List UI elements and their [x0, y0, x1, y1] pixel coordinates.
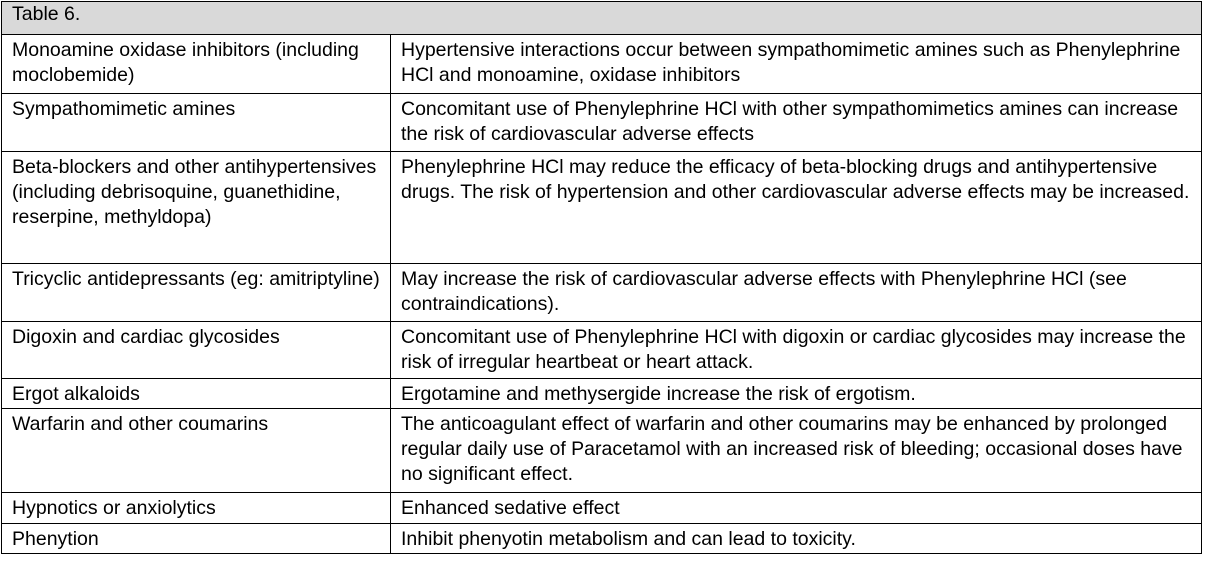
effect-cell: Concomitant use of Phenylephrine HCl with digoxin or cardiac glycosides may increase the risk of irregular heartbeat or heart attack.: [391, 322, 1202, 379]
interaction-table-container: [1, 1, 1201, 554]
table-row: [2, 379, 1202, 409]
effect-cell: Phenylephrine HCl may reduce the efficacy of beta-blocking drugs and antihypertensive drugs. The risk of hypertension and other cardiovascular adverse effects may be increased.: [391, 152, 1202, 264]
effect-cell: Enhanced sedative effect: [391, 493, 1202, 524]
effect-cell: Hypertensive interactions occur between sympathomimetic amines such as Phenylephrine HCl and monoamine, oxidase inhibitors: [391, 35, 1202, 94]
drug-cell: Warfarin and other coumarins: [2, 409, 391, 493]
table-row: [2, 493, 1202, 524]
drug-interaction-table: [1, 1, 1202, 554]
drug-cell: Monoamine oxidase inhibitors (including moclobemide): [2, 35, 391, 94]
effect-cell: May increase the risk of cardiovascular adverse effects with Phenylephrine HCl (see contraindications).: [391, 264, 1202, 322]
table-row: [2, 524, 1202, 554]
drug-cell: Digoxin and cardiac glycosides: [2, 322, 391, 379]
drug-cell: Hypnotics or anxiolytics: [2, 493, 391, 524]
drug-cell: Tricyclic antidepressants (eg: amitriptyline): [2, 264, 391, 322]
drug-cell: Phenytion: [2, 524, 391, 554]
table-row: [2, 152, 1202, 264]
effect-cell: Ergotamine and methysergide increase the risk of ergotism.: [391, 379, 1202, 409]
drug-cell: Sympathomimetic amines: [2, 94, 391, 152]
table-row: [2, 322, 1202, 379]
effect-cell: The anticoagulant effect of warfarin and other coumarins may be enhanced by prolonged regular daily use of Paracetamol with an increased risk of bleeding; occasional doses have no significant effect.: [391, 409, 1202, 493]
effect-cell: Inhibit phenyotin metabolism and can lead to toxicity.: [391, 524, 1202, 554]
effect-cell: Concomitant use of Phenylephrine HCl with other sympathomimetics amines can increase the risk of cardiovascular adverse effects: [391, 94, 1202, 152]
table-row: [2, 35, 1202, 94]
table-row: [2, 264, 1202, 322]
drug-cell: Ergot alkaloids: [2, 379, 391, 409]
drug-cell: Beta-blockers and other antihypertensives (including debrisoquine, guanethidine, reserpine, methyldopa): [2, 152, 391, 264]
table-title-row: [2, 2, 1202, 35]
table-row: [2, 94, 1202, 152]
table-title: Table 6.: [2, 2, 1202, 35]
table-row: [2, 409, 1202, 493]
